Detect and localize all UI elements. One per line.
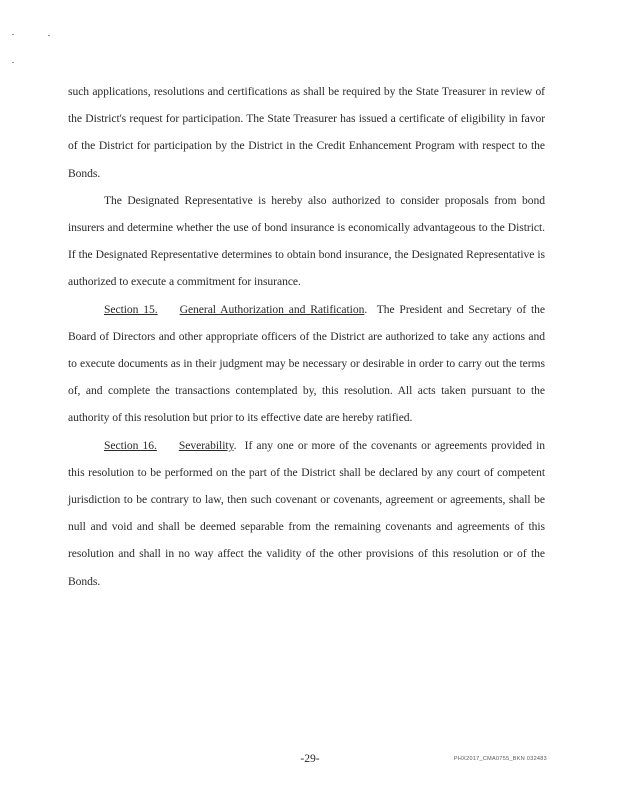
document-id: PHX2017_CMA0755_BKN 032483 (453, 756, 547, 762)
continued-paragraph: such applications, resolutions and certifications as shall be required by the State Treasurer in review of the District's request for participation. The State Treasurer has issued a certificate of eligibility in favor of the District for participation by the District in the Credit Enhancement Program with respect to the Bonds. (68, 85, 545, 180)
section-heading-period: . (364, 302, 368, 316)
body-text (68, 78, 545, 595)
section-heading: Severability (178, 438, 234, 452)
section-number: Section 16. (104, 438, 157, 452)
scan-speck (12, 34, 14, 35)
section-text: The President and Secretary of the Board of Directors and other appropriate officers of the District are authorized to take any actions and to execute documents as in their judgment may be necessary or desirable in order to carry out the terms of, and complete the transactions contemplated by, this resolution. All acts taken pursuant to the authority of this resolution but prior to its effective date are hereby ratified. (68, 302, 545, 425)
section-heading-period: . (233, 438, 237, 452)
section-text: If any one or more of the covenants or agreements provided in this resolution to be performed on the part of the District shall be declared by any court of competent jurisdiction to be contrary to law, then such covenant or covenants, agreement or agreements, shall be null and void and shall be deemed separable from the remaining covenants and agreements of this resolution and shall in no way affect the validity of the other provisions of this resolution or of the Bonds. (68, 438, 546, 588)
section-number: Section 15. (104, 302, 158, 316)
bond-insurance-paragraph: The Designated Representative is hereby also authorized to consider proposals from bond insurers and determine whether the use of bond insurance is economically advantageous to the District. If the Designated Representative determines to obtain bond insurance, the Designated Representative is authorized to execute a commitment for insurance. (68, 193, 545, 289)
scan-speck (12, 62, 14, 63)
section-heading: General Authorization and Ratification (179, 302, 365, 316)
scan-speck (48, 35, 50, 36)
page-number: -29- (300, 752, 320, 765)
section-16 (68, 432, 545, 595)
section-15 (68, 296, 545, 432)
